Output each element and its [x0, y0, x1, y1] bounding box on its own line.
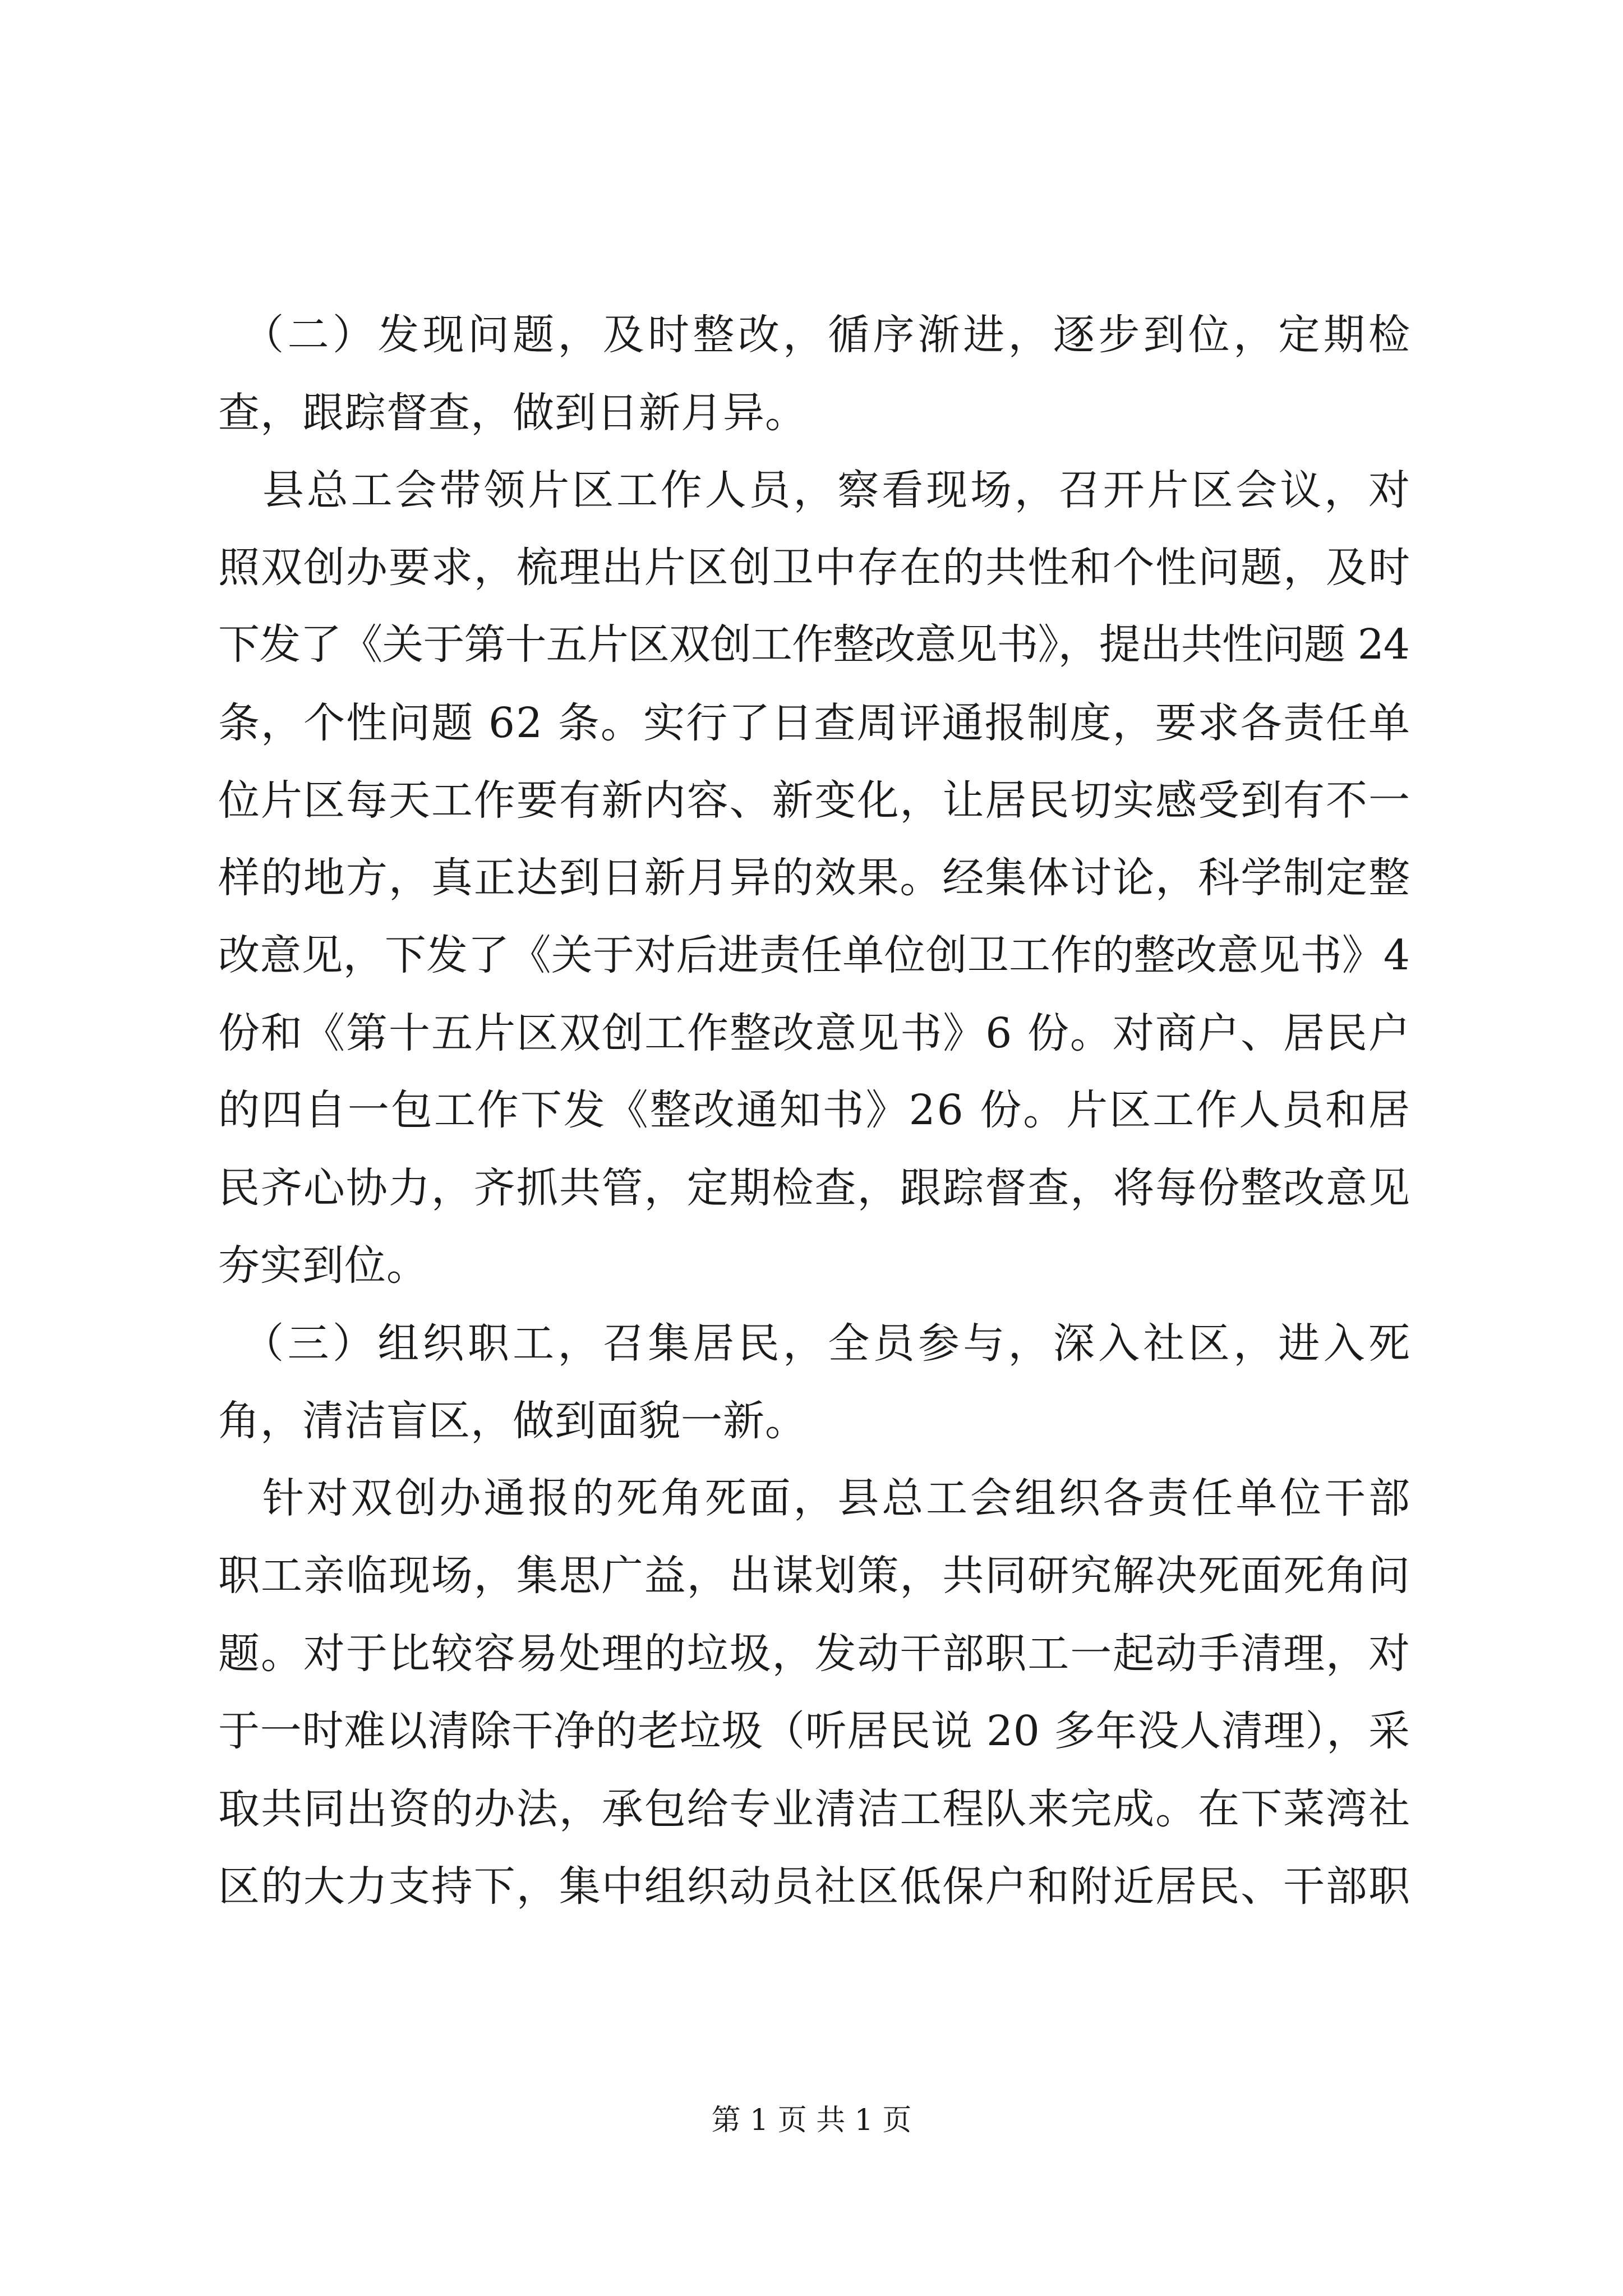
- text-line: 职工亲临现场，集思广益，出谋划策，共同研究解决死面死角问: [218, 1552, 1411, 1600]
- text-line: 位片区每天工作要有新内容、新变化，让居民切实感受到有不一: [218, 776, 1411, 825]
- text-line: 县总工会带领片区工作人员，察看现场，召开片区会议，对: [218, 466, 1413, 514]
- text-line: 角，清洁盲区，做到面貌一新。: [218, 1397, 807, 1445]
- text-line: 针对双创办通报的死角死面，县总工会组织各责任单位干部: [218, 1474, 1413, 1522]
- text-line: 的四自一包工作下发《整改通知书》26 份。片区工作人员和居: [218, 1086, 1412, 1134]
- text-line: 查，跟踪督查，做到日新月异。: [218, 389, 807, 437]
- text-line: 照双创办要求，梳理出片区创卫中存在的共性和个性问题，及时: [218, 544, 1411, 592]
- text-line: （二）发现问题，及时整改，循序渐进，逐步到位，定期检: [218, 311, 1414, 359]
- text-line: 份和《第十五片区双创工作整改意见书》6 份。对商户、居民户: [218, 1009, 1412, 1057]
- text-line: 夯实到位。: [218, 1241, 428, 1290]
- text-line: 题。对于比较容易处理的垃圾，发动干部职工一起动手清理，对: [218, 1630, 1411, 1678]
- text-line: 改意见，下发了《关于对后进责任单位创卫工作的整改意见书》4: [218, 931, 1410, 979]
- text-line: 样的地方，真正达到日新月异的效果。经集体讨论，科学制定整: [218, 854, 1411, 902]
- text-line: 于一时难以清除干净的老垃圾（听居民说 20 多年没人清理），采: [218, 1707, 1410, 1755]
- text-line: 区的大力支持下，集中组织动员社区低保户和附近居民、干部职: [218, 1862, 1411, 1911]
- page-footer: 第 1 页 共 1 页: [711, 2104, 912, 2137]
- text-line: 民齐心协力，齐抓共管，定期检查，跟踪督查，将每份整改意见: [218, 1164, 1411, 1212]
- text-line: 下发了《关于第十五片区双创工作整改意见书》，提出共性问题 24: [218, 620, 1410, 669]
- text-line: 条，个性问题 62 条。实行了日查周评通报制度，要求各责任单: [218, 699, 1412, 747]
- text-line: （三）组织职工，召集居民，全员参与，深入社区，进入死: [218, 1319, 1414, 1368]
- text-line: 取共同出资的办法，承包给专业清洁工程队来完成。在下菜湾社: [218, 1785, 1411, 1833]
